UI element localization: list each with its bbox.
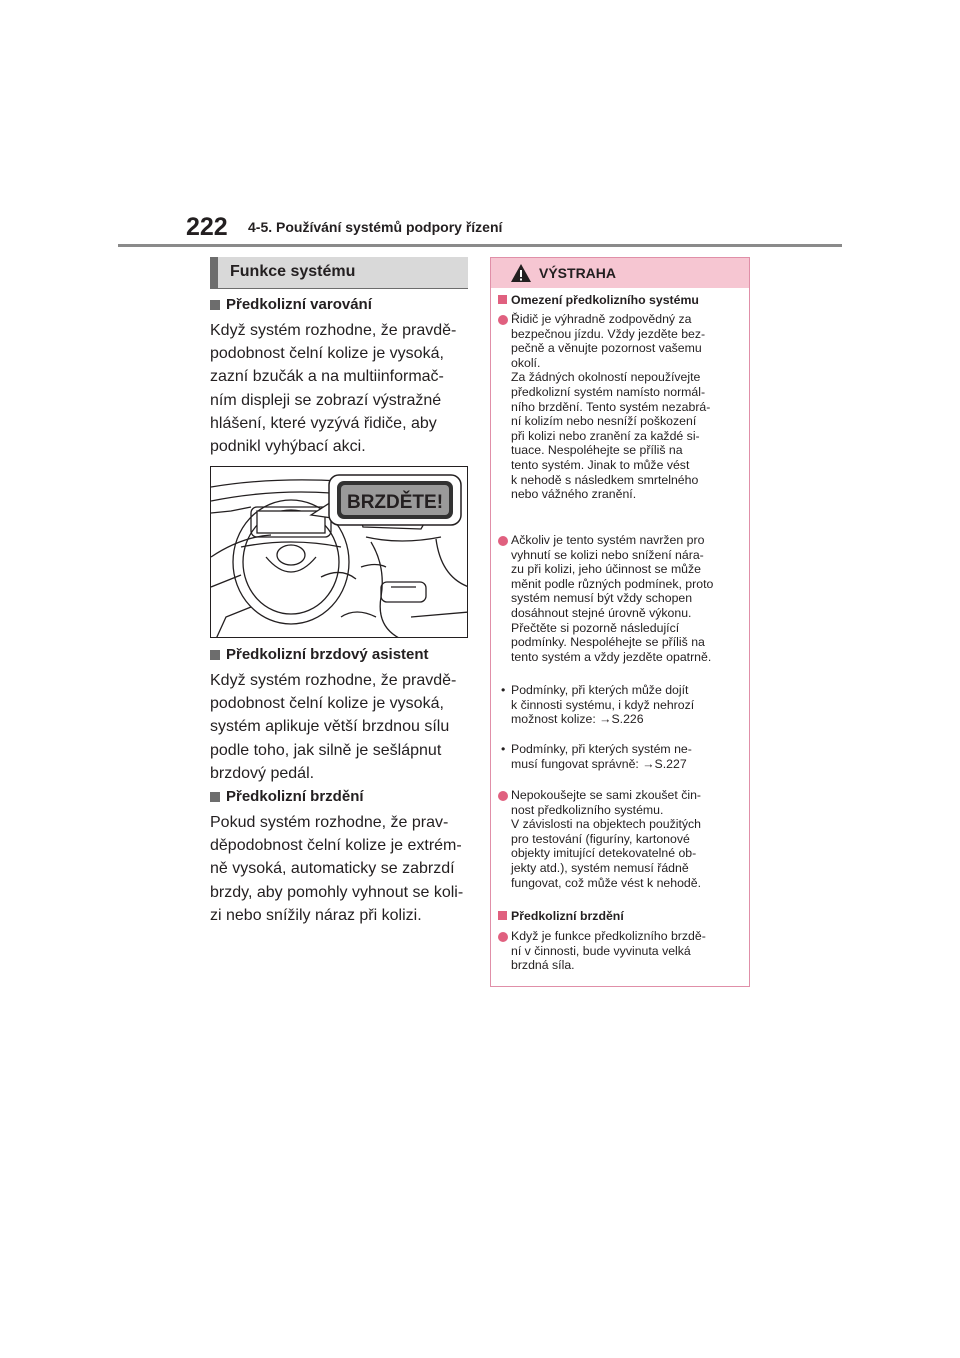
section-header [210, 257, 468, 289]
warning-header [491, 258, 749, 288]
display-message: BRZDĚTE! [346, 492, 444, 513]
dot-bullet-icon [498, 536, 508, 546]
square-bullet-icon [210, 650, 220, 660]
chapter-title: 4-5. Používání systémů podpory řízení [248, 219, 503, 235]
square-bullet-icon [210, 792, 220, 802]
section-title: Funkce systému [230, 263, 356, 280]
warning-item-text: Nepokoušejte se sami zkoušet čin- nost předkolizního systému. V závislosti na objektech použitých pro testování (figuríny, kartonové objekty imitující detekovatelné ob- jekty atd.), systém nemusí řádně fungovat, což může vést k nehodě. [511, 788, 702, 890]
warning-item-text: Když je funkce předkolizního brzdě- ní v činnosti, bude vyvinuta velká brzdná síla. [511, 929, 706, 973]
warning-bullet-activation [498, 683, 742, 727]
warning-bullet-text: Podmínky, při kterých může dojít k činnosti systému, i když nehrozí možnost kolize: →S.226 [511, 683, 695, 727]
dashboard-illustration [210, 466, 468, 638]
warning-heading-label: Předkolizní brzdění [511, 909, 624, 923]
warning-heading-limits [498, 293, 742, 308]
warning-item-brake-force [498, 929, 742, 973]
warning-title: VÝSTRAHA [539, 265, 617, 281]
page-number: 222 [186, 213, 228, 241]
bullet-mark: • [501, 683, 506, 697]
square-bullet-icon [498, 295, 507, 304]
paragraph-collision-warning: Když systém rozhodne, že pravdě- podobnost čelní kolize je vysoká, zazní bzučák a na multiinformač- ním displeji se zobrazí výstražné hlášení, které vyzývá řidiče, aby podnikl vyhýbací akci. [210, 322, 457, 456]
warning-heading-braking [498, 909, 742, 924]
subheading-brake-assist [210, 646, 429, 663]
warning-bullet-text: Podmínky, při kterých systém ne- musí fungovat správně: →S.227 [511, 742, 692, 771]
subheading-label: Předkolizní brzdění [226, 788, 364, 805]
dot-bullet-icon [498, 932, 508, 942]
subheading-label: Předkolizní brzdový asistent [226, 646, 429, 663]
warning-bullet-malfunction [498, 742, 742, 771]
bullet-mark: • [501, 742, 506, 756]
subheading-braking [210, 788, 364, 805]
dot-bullet-icon [498, 791, 508, 801]
dashboard-drawing [211, 467, 468, 638]
paragraph-braking: Pokud systém rozhodne, že prav- děpodobnost čelní kolize je extrém- ně vysoká, automaticky se zabrzdí brzdy, aby pomohly vyhnout se koli- zi nebo snížily náraz při kolizi. [210, 814, 464, 924]
warning-item-text: Řidič je výhradně zodpovědný za bezpečnou jízdu. Vždy jezděte bez- pečně a věnujte pozornost vašemu okolí. Za žádných okolností nepoužívejte předkolizní systém namísto normál- ního brzdění. Tento systém nezabrá- ní kolizím nebo nesníží poškození při kolizi nebo zranění za každé si- tuace. Nespoléhejte se příliš na tento systém. Jinak to může vést k nehodě s následkem smrtelného nebo vážného zranění. [511, 312, 711, 502]
warning-heading-label: Omezení předkolizního systému [511, 293, 699, 307]
warning-box [490, 257, 750, 987]
square-bullet-icon [498, 911, 507, 920]
warning-item-responsibility [498, 312, 742, 502]
warning-item-text: Ačkoliv je tento systém navržen pro vyhnutí se kolizi nebo snížení nára- zu při kolizi, jeho účinnost se může měnit podle různých podmínek, proto systém nemusí být vždy schopen dosáhnout stejné úrovně výkonu. Přečtěte si pozorně následující podmínky. Nespoléhejte se příliš na tento systém a vždy jezděte opatrně. [511, 533, 714, 664]
subheading-collision-warning [210, 296, 372, 313]
warning-item-effectiveness [498, 533, 742, 664]
square-bullet-icon [210, 300, 220, 310]
header-rule [118, 244, 842, 247]
paragraph-brake-assist: Když systém rozhodne, že pravdě- podobnost čelní kolize je vysoká, systém aplikuje větší brzdnou sílu podle toho, jak silně je sešlápnut brzdový pedál. [210, 672, 457, 782]
warning-item-testing [498, 788, 742, 890]
subheading-label: Předkolizní varování [226, 296, 372, 313]
warning-triangle-icon [510, 263, 532, 283]
display-callout [311, 475, 461, 525]
dot-bullet-icon [498, 315, 508, 325]
